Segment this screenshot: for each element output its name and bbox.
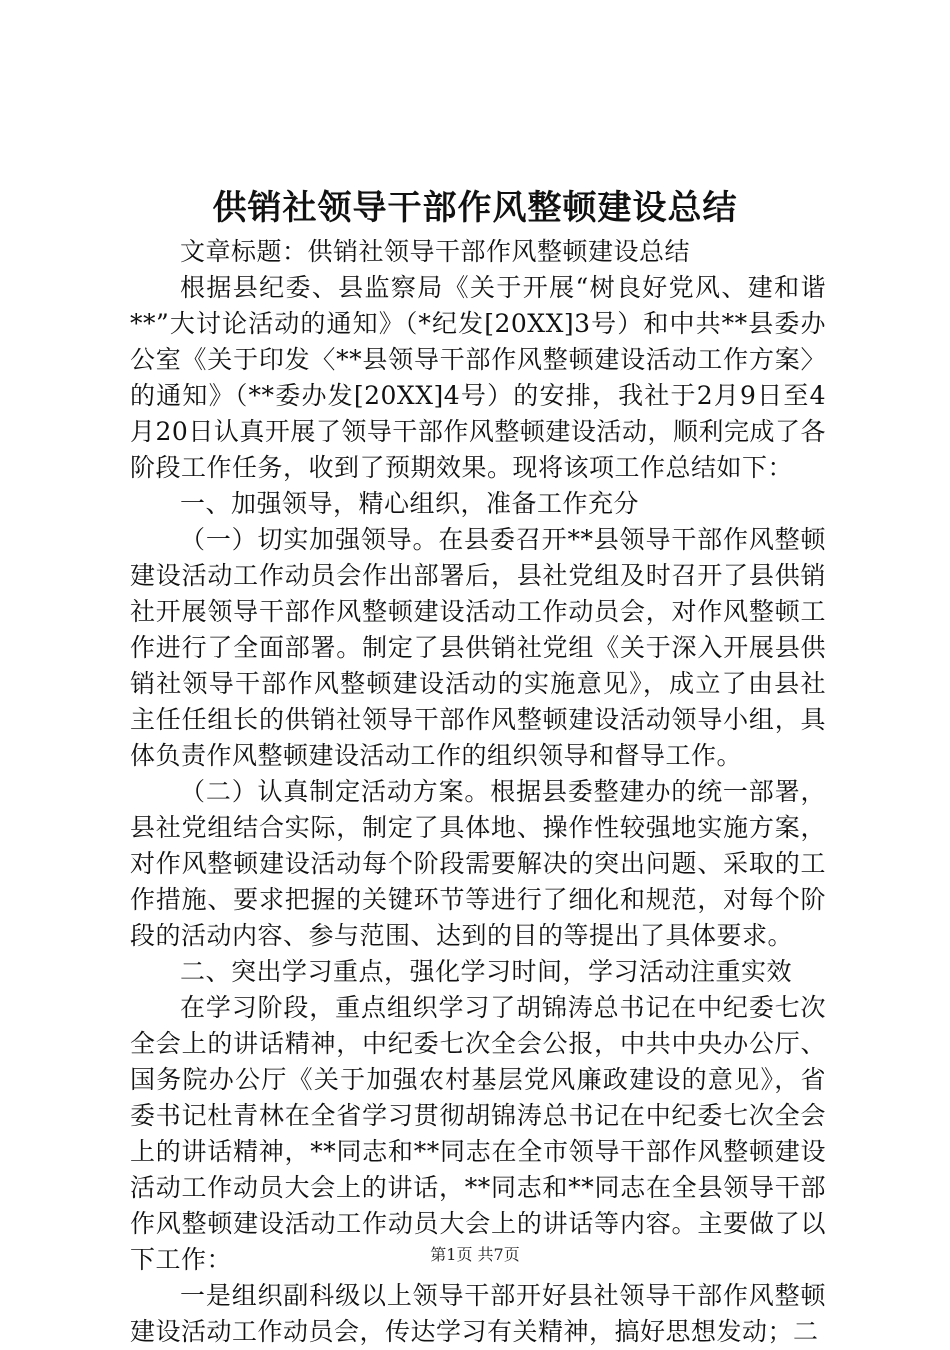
paragraph-study: 在学习阶段，重点组织学习了胡锦涛总书记在中纪委七次全会上的讲话精神，中纪委七次全会公报，中共中央办公厅、国务院办公厅《关于加强农村基层党风廉政建设的意见》，省委书记杜青林在全省学习贯彻胡锦涛总书记在中纪委七次全会上的讲话精神，**同志和**同志在全市领导干部作风整顿建设活动工作动员大会上的讲话，**同志和**同志在全县领导干部作风整顿建设活动工作动员大会上的讲话等内容。主要做了以下工作： xyxy=(130,993,826,1274)
document-body xyxy=(130,234,826,1350)
document-title: 供销社领导干部作风整顿建设总结 xyxy=(212,188,738,228)
section-heading-2: 二、突出学习重点，强化学习时间，学习活动注重实效 xyxy=(180,957,793,986)
paragraph-article-title: 文章标题：供销社领导干部作风整顿建设总结 xyxy=(180,237,691,266)
paragraph-work-one: 一是组织副科级以上领导干部开好县社领导干部作风整顿建设活动工作动员会，传达学习有关精神，搞好思想发动；二 xyxy=(130,1281,826,1346)
page-number-footer: 第1页 共7页 xyxy=(430,1245,520,1264)
paragraph-intro: 根据县纪委、县监察局《关于开展“树良好党风、建和谐**”大讨论活动的通知》（*纪发[20XX]3号）和中共**县委办公室《关于印发〈**县领导干部作风整顿建设活动工作方案〉的通知》（**委办发[20XX]4号）的安排，我社于2月9日至4月20日认真开展了领导干部作风整顿建设活动，顺利完成了各阶段工作任务，收到了预期效果。现将该项工作总结如下： xyxy=(130,273,826,482)
paragraph-leadership: （一）切实加强领导。在县委召开**县领导干部作风整顿建设活动工作动员会作出部署后，县社党组及时召开了县供销社开展领导干部作风整顿建设活动工作动员会，对作风整顿工作进行了全面部署。制定了县供销社党组《关于深入开展县供销社领导干部作风整顿建设活动的实施意见》，成立了由县社主任任组长的供销社领导干部作风整顿建设活动领导小组，具体负责作风整顿建设活动工作的组织领导和督导工作。 xyxy=(130,525,826,770)
paragraph-plan: （二）认真制定活动方案。根据县委整建办的统一部署，县社党组结合实际，制定了具体地、操作性较强地实施方案，对作风整顿建设活动每个阶段需要解决的突出问题、采取的工作措施、要求把握的关键环节等进行了细化和规范，对每个阶段的活动内容、参与范围、达到的目的等提出了具体要求。 xyxy=(130,777,826,950)
section-heading-1: 一、加强领导，精心组织，准备工作充分 xyxy=(180,489,640,518)
